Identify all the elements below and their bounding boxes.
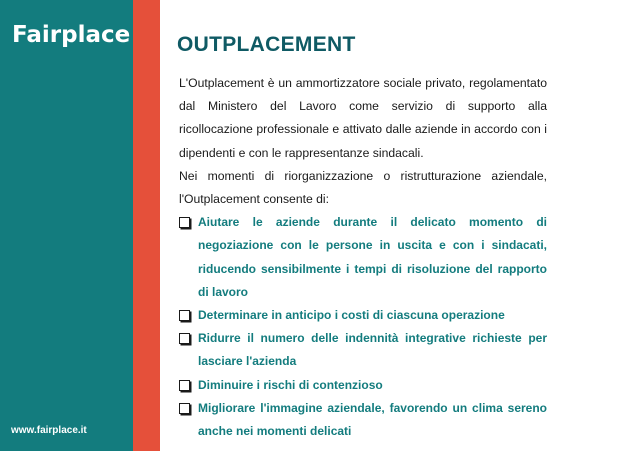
list-item-text: Aiutare le aziende durante il delicato momento di negoziazione con le persone in uscita e con i sindacati, riducendo sensibilmente i tempi di risoluzione del rapporto di lavoro	[198, 215, 547, 299]
accent-stripe	[133, 0, 160, 451]
list-item	[179, 397, 547, 443]
checkbox-square-icon	[179, 403, 190, 414]
fairplace-logo: Fairplace	[12, 22, 131, 48]
list-item-text: Diminuire i rischi di contenzioso	[198, 377, 383, 392]
checkbox-square-icon	[179, 310, 190, 321]
intro-paragraph: L'Outplacement è un ammortizzatore sociale privato, regolamentato dal Ministero del Lavoro come servizio di supporto alla ricollocazione professionale e attivato dalle aziende in accordo con i dipendenti e con le rappresentanze sindacali.	[179, 76, 547, 160]
lead-paragraph: Nei momenti di riorganizzazione o ristrutturazione aziendale, l'Outplacement consente di:	[179, 168, 547, 207]
website-link[interactable]: www.fairplace.it	[11, 425, 87, 436]
list-item	[179, 374, 547, 397]
checkbox-square-icon	[179, 217, 190, 228]
list-item-text: Migliorare l'immagine aziendale, favorendo un clima sereno anche nei momenti delicati	[198, 400, 547, 439]
checkbox-square-icon	[179, 380, 190, 391]
page-title: OUTPLACEMENT	[177, 33, 356, 56]
list-item-text: Ridurre il numero delle indennità integrative richieste per lasciare l'azienda	[198, 331, 547, 369]
benefits-list	[179, 211, 547, 443]
content-body	[179, 72, 547, 443]
sidebar	[0, 0, 133, 451]
list-item	[179, 327, 547, 373]
list-item	[179, 304, 547, 327]
list-item-text: Determinare in anticipo i costi di ciascuna operazione	[198, 308, 505, 323]
checkbox-square-icon	[179, 333, 190, 344]
list-item	[179, 211, 547, 304]
